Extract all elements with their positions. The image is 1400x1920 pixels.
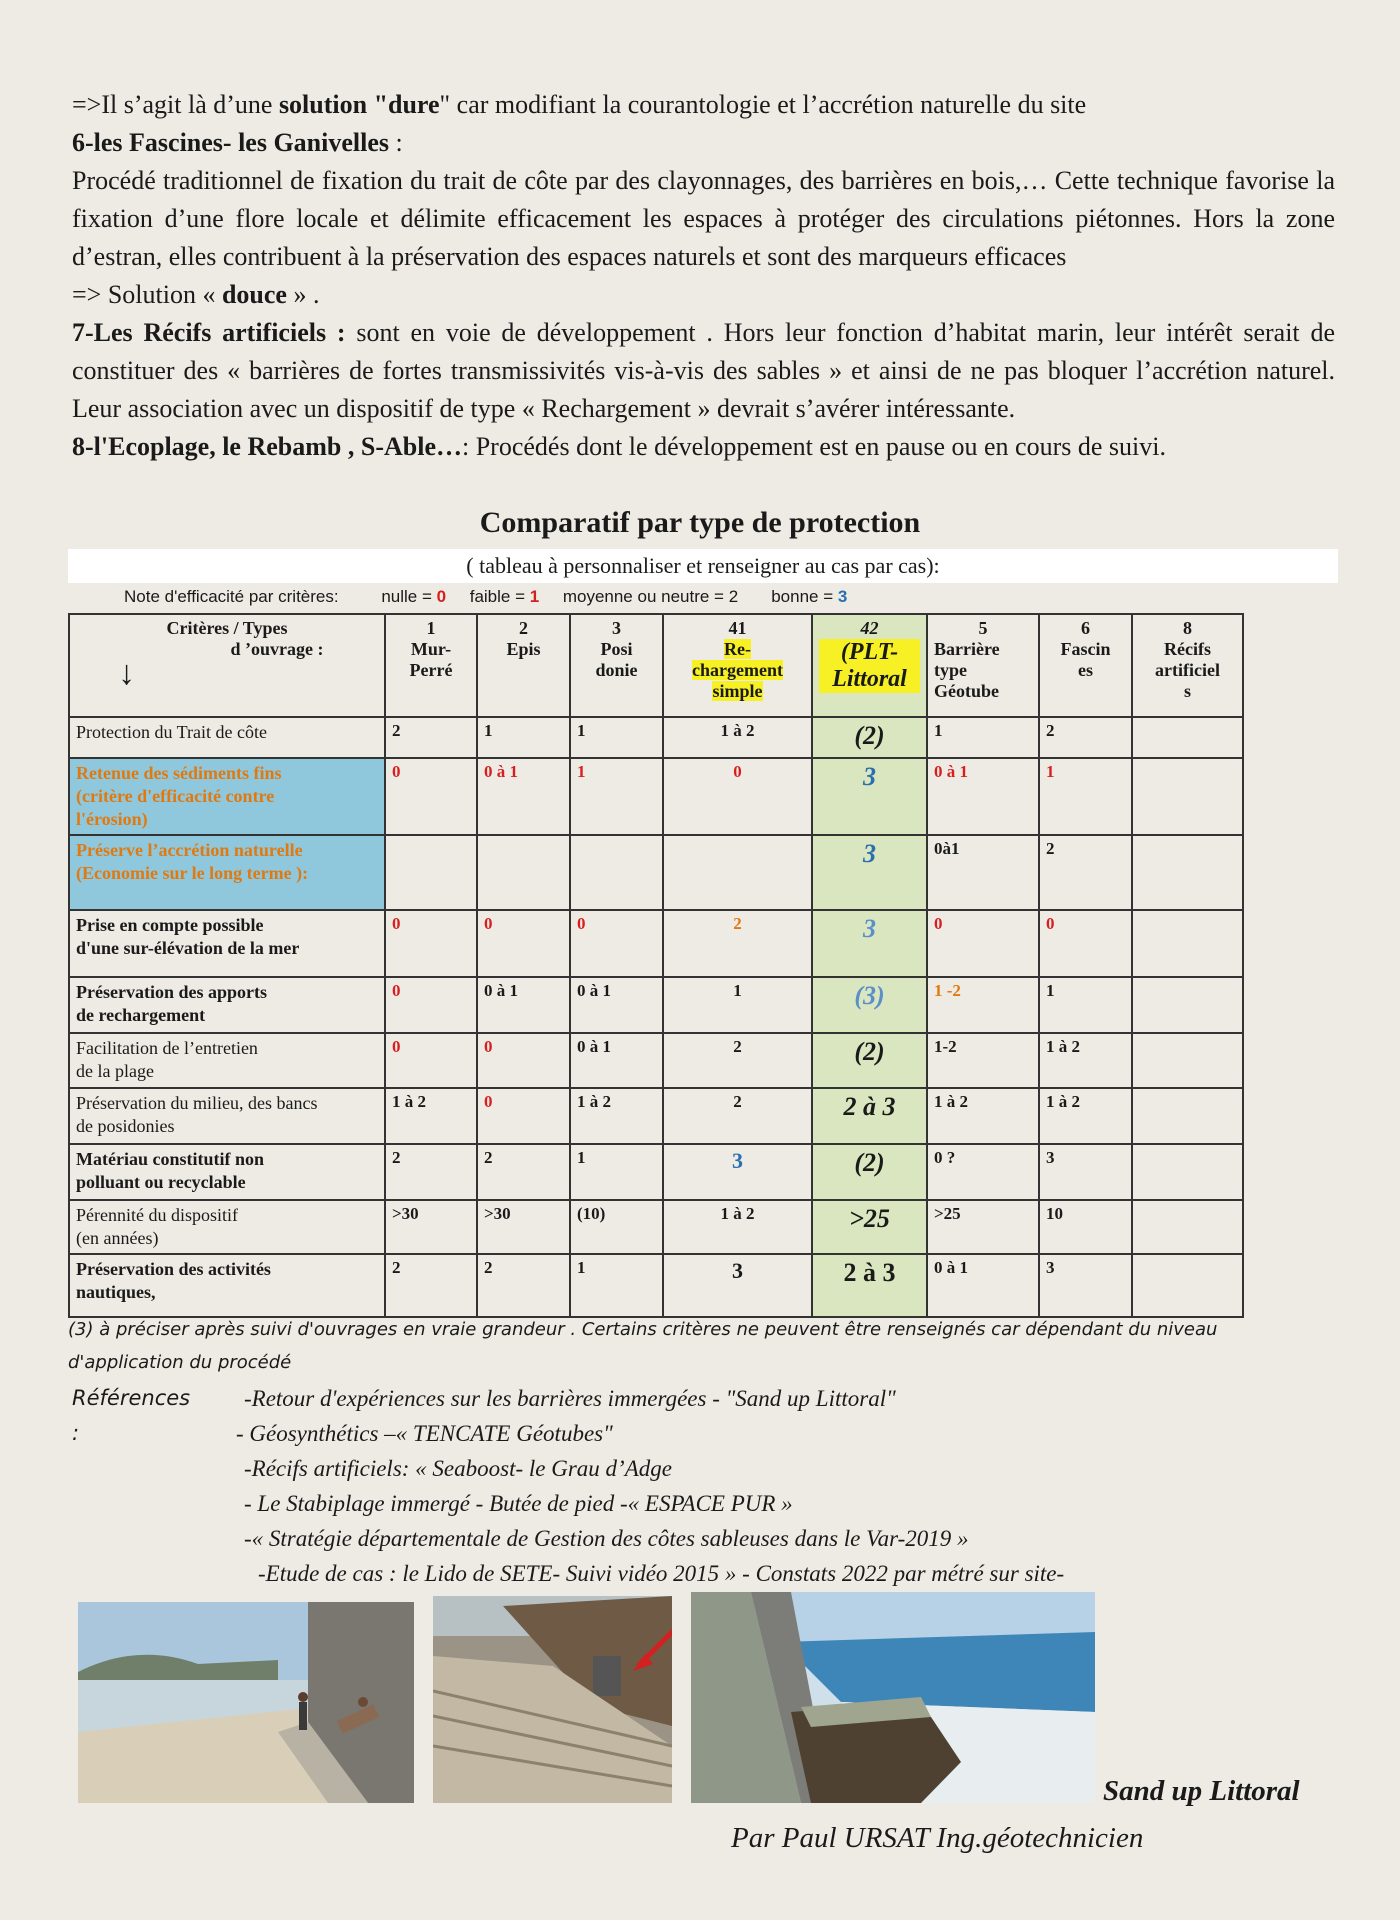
row-criterion-label: Pérennité du dispositif (en années)	[69, 1200, 385, 1254]
rating-cell	[477, 835, 570, 910]
author-signature: Par Paul URSAT Ing.géotechnicien	[731, 1822, 1144, 1854]
table-row	[69, 1200, 1243, 1254]
section-6-conclusion: => Solution « douce » .	[72, 280, 320, 309]
rating-cell: 1 à 2	[1039, 1033, 1132, 1088]
plt-rating-cell: 3	[812, 835, 927, 910]
rating-cell: >30	[385, 1200, 477, 1254]
section-6-text: Procédé traditionnel de fixation du trait de côte par des clayonnages, des barrières en bois,… Cette technique favorise la fixation d’une flore locale et délimite efficacement les espaces à protéger des circulations piétonnes. Hors la zone d’estran, elles contribuent à la préservation des espaces naturels et sont des marqueurs efficaces	[72, 166, 1335, 271]
rating-cell: 0 à 1	[927, 1254, 1039, 1317]
plt-rating-cell: (2)	[812, 1033, 927, 1088]
rating-cell: 2	[385, 1144, 477, 1200]
plt-rating-cell: 2 à 3	[812, 1088, 927, 1144]
rating-cell: 2	[663, 910, 812, 977]
rating-cell: 0à1	[927, 835, 1039, 910]
rating-cell: 1	[663, 977, 812, 1033]
rating-cell: 1 -2	[927, 977, 1039, 1033]
rating-cell	[663, 835, 812, 910]
rating-cell: 0	[663, 758, 812, 835]
intro-text	[72, 86, 1335, 466]
section-6-title: 6-les Fascines- les Ganivelles :	[72, 128, 403, 157]
criteria-header: Critères / Types d ’ouvrage : ↓	[69, 614, 385, 717]
plt-rating-cell: >25	[812, 1200, 927, 1254]
rating-cell: 1	[570, 717, 663, 758]
row-criterion-label: Préserve l’accrétion naturelle (Economie sur le long terme ):	[69, 835, 385, 910]
plt-rating-cell: (2)	[812, 1144, 927, 1200]
rating-cell: >30	[477, 1200, 570, 1254]
row-criterion-label: Facilitation de l’entretien de la plage	[69, 1033, 385, 1088]
rating-cell	[385, 835, 477, 910]
reference-item: -Retour d'expériences sur les barrières immergées - "Sand up Littoral"	[244, 1386, 896, 1411]
rating-cell: 1 à 2	[570, 1088, 663, 1144]
col-header-1: 1 Mur- Perré	[385, 614, 477, 717]
reference-item: -« Stratégie départementale de Gestion des côtes sableuses dans le Var-2019 »	[244, 1526, 969, 1551]
plt-rating-cell: 3	[812, 758, 927, 835]
eroded-dune-photo	[691, 1592, 1095, 1803]
references-label: Références :	[72, 1386, 191, 1445]
rating-cell: 0 à 1	[927, 758, 1039, 835]
rating-cell: 0	[1039, 910, 1132, 977]
table-row	[69, 1144, 1243, 1200]
rating-cell	[1132, 717, 1243, 758]
rating-cell: 0 ?	[927, 1144, 1039, 1200]
rating-cell: 1-2	[927, 1033, 1039, 1088]
arrow-down-icon: ↓	[118, 655, 135, 692]
row-criterion-label: Matériau constitutif non polluant ou recyclable	[69, 1144, 385, 1200]
row-criterion-label: Protection du Trait de côte	[69, 717, 385, 758]
rating-cell: 1	[1039, 758, 1132, 835]
rating-cell: 3	[663, 1254, 812, 1317]
row-criterion-label: Retenue des sédiments fins (critère d'efficacité contre l'érosion)	[69, 758, 385, 835]
row-criterion-label: Préservation du milieu, des bancs de posidonies	[69, 1088, 385, 1144]
rating-cell	[1132, 758, 1243, 835]
row-criterion-label: Préservation des apports de rechargement	[69, 977, 385, 1033]
rating-cell: (10)	[570, 1200, 663, 1254]
rating-cell: 0	[477, 1088, 570, 1144]
rating-cell: 0 à 1	[477, 758, 570, 835]
rating-cell: 2	[1039, 835, 1132, 910]
rating-cell: >25	[927, 1200, 1039, 1254]
table-body	[69, 717, 1243, 1317]
rating-cell: 2	[663, 1033, 812, 1088]
rating-cell: 1	[927, 717, 1039, 758]
rating-cell: 2	[663, 1088, 812, 1144]
rating-cell: 1 à 2	[663, 717, 812, 758]
rating-cell	[1132, 1200, 1243, 1254]
rating-cell: 1	[570, 1144, 663, 1200]
rating-cell: 0	[477, 1033, 570, 1088]
rating-cell	[1132, 910, 1243, 977]
stairs-photo	[433, 1596, 672, 1803]
beach-wall-photo	[78, 1602, 414, 1803]
rating-cell	[1132, 1254, 1243, 1317]
rating-cell: 10	[1039, 1200, 1132, 1254]
plt-rating-cell: (2)	[812, 717, 927, 758]
table-row	[69, 910, 1243, 977]
col-header-6: 6 Fascin es	[1039, 614, 1132, 717]
table-subtitle: ( tableau à personnaliser et renseigner au cas par cas):	[68, 549, 1338, 583]
rating-cell: 1	[570, 758, 663, 835]
col-header-8: 8 Récifs artificiel s	[1132, 614, 1243, 717]
rating-cell: 2	[477, 1144, 570, 1200]
rating-cell: 0	[385, 910, 477, 977]
rating-cell: 2	[385, 1254, 477, 1317]
comparison-table	[68, 613, 1244, 1318]
rating-cell	[1132, 1088, 1243, 1144]
row-criterion-label: Prise en compte possible d'une sur-élévation de la mer	[69, 910, 385, 977]
rating-cell: 3	[1039, 1254, 1132, 1317]
table-row	[69, 1033, 1243, 1088]
rating-cell: 0 à 1	[570, 977, 663, 1033]
rating-cell	[1132, 977, 1243, 1033]
col-header-42: 42 (PLT- Littoral	[812, 614, 927, 717]
col-header-3: 3 Posi donie	[570, 614, 663, 717]
reference-item: -Etude de cas : le Lido de SETE- Suivi vidéo 2015 » - Constats 2022 par métré sur site-	[258, 1561, 1065, 1586]
rating-cell: 1	[477, 717, 570, 758]
table-row	[69, 835, 1243, 910]
reference-item: - Le Stabiplage immergé - Butée de pied -« ESPACE PUR »	[244, 1491, 793, 1516]
rating-cell: 3	[663, 1144, 812, 1200]
intro-line1: =>Il s’agit là d’une solution "dure" car modifiant la courantologie et l’accrétion naturelle du site	[72, 90, 1087, 119]
rating-cell: 2	[385, 717, 477, 758]
rating-cell: 0	[385, 977, 477, 1033]
table-row	[69, 977, 1243, 1033]
rating-cell	[1132, 1033, 1243, 1088]
plt-rating-cell: 3	[812, 910, 927, 977]
reference-item: -Récifs artificiels: « Seaboost- le Grau d’Adge	[244, 1456, 672, 1481]
section-8: 8-l'Ecoplage, le Rebamb , S-Able…: Procédés dont le développement est en pause ou en cours de suivi.	[72, 432, 1166, 461]
rating-cell: 2	[477, 1254, 570, 1317]
row-criterion-label: Préservation des activités nautiques,	[69, 1254, 385, 1317]
rating-cell: 1 à 2	[927, 1088, 1039, 1144]
rating-cell: 0 à 1	[570, 1033, 663, 1088]
col-header-2: 2 Epis	[477, 614, 570, 717]
table-row	[69, 717, 1243, 758]
col-header-41: 41 Re- chargement simple	[663, 614, 812, 717]
col-header-5: 5 Barrière type Géotube	[927, 614, 1039, 717]
rating-cell: 1	[1039, 977, 1132, 1033]
rating-cell: 2	[1039, 717, 1132, 758]
rating-cell: 0	[570, 910, 663, 977]
table-row	[69, 1254, 1243, 1317]
rating-cell: 1 à 2	[663, 1200, 812, 1254]
rating-cell: 1 à 2	[385, 1088, 477, 1144]
table-row	[69, 1088, 1243, 1144]
rating-cell	[1132, 1144, 1243, 1200]
brand-signature: Sand up Littoral	[1103, 1775, 1300, 1807]
rating-cell	[1132, 835, 1243, 910]
table-row	[69, 758, 1243, 835]
plt-rating-cell: 2 à 3	[812, 1254, 927, 1317]
rating-cell: 0	[385, 1033, 477, 1088]
rating-legend: Note d'efficacité par critères: nulle = 0 faible = 1 moyenne ou neutre = 2 bonne = 3	[124, 587, 848, 606]
section-7: 7-Les Récifs artificiels : sont en voie de développement . Hors leur fonction d’habitat marin, leur intérêt serait de constituer des « barrières de fortes transmissivités vis-à-vis des sables » et ainsi de ne pas bloquer l’accrétion naturel. Leur association avec un dispositif de type « Rechargement » devrait s’avérer intéressante.	[72, 318, 1335, 423]
rating-cell: 0 à 1	[477, 977, 570, 1033]
rating-cell: 1 à 2	[1039, 1088, 1132, 1144]
rating-cell: 0	[927, 910, 1039, 977]
table-title: Comparatif par type de protection	[479, 506, 921, 539]
reference-item: - Géosynthétics –« TENCATE Géotubes"	[236, 1421, 613, 1446]
plt-rating-cell: (3)	[812, 977, 927, 1033]
footnote: (3) à préciser après suivi d'ouvrages en vraie grandeur . Certains critères ne peuvent être renseignés car dépendant du niveau d'application du procédé	[68, 1319, 1218, 1373]
rating-cell: 1	[570, 1254, 663, 1317]
rating-cell: 3	[1039, 1144, 1132, 1200]
rating-cell: 0	[477, 910, 570, 977]
table-header-row	[69, 614, 1243, 717]
rating-cell: 0	[385, 758, 477, 835]
rating-cell	[570, 835, 663, 910]
